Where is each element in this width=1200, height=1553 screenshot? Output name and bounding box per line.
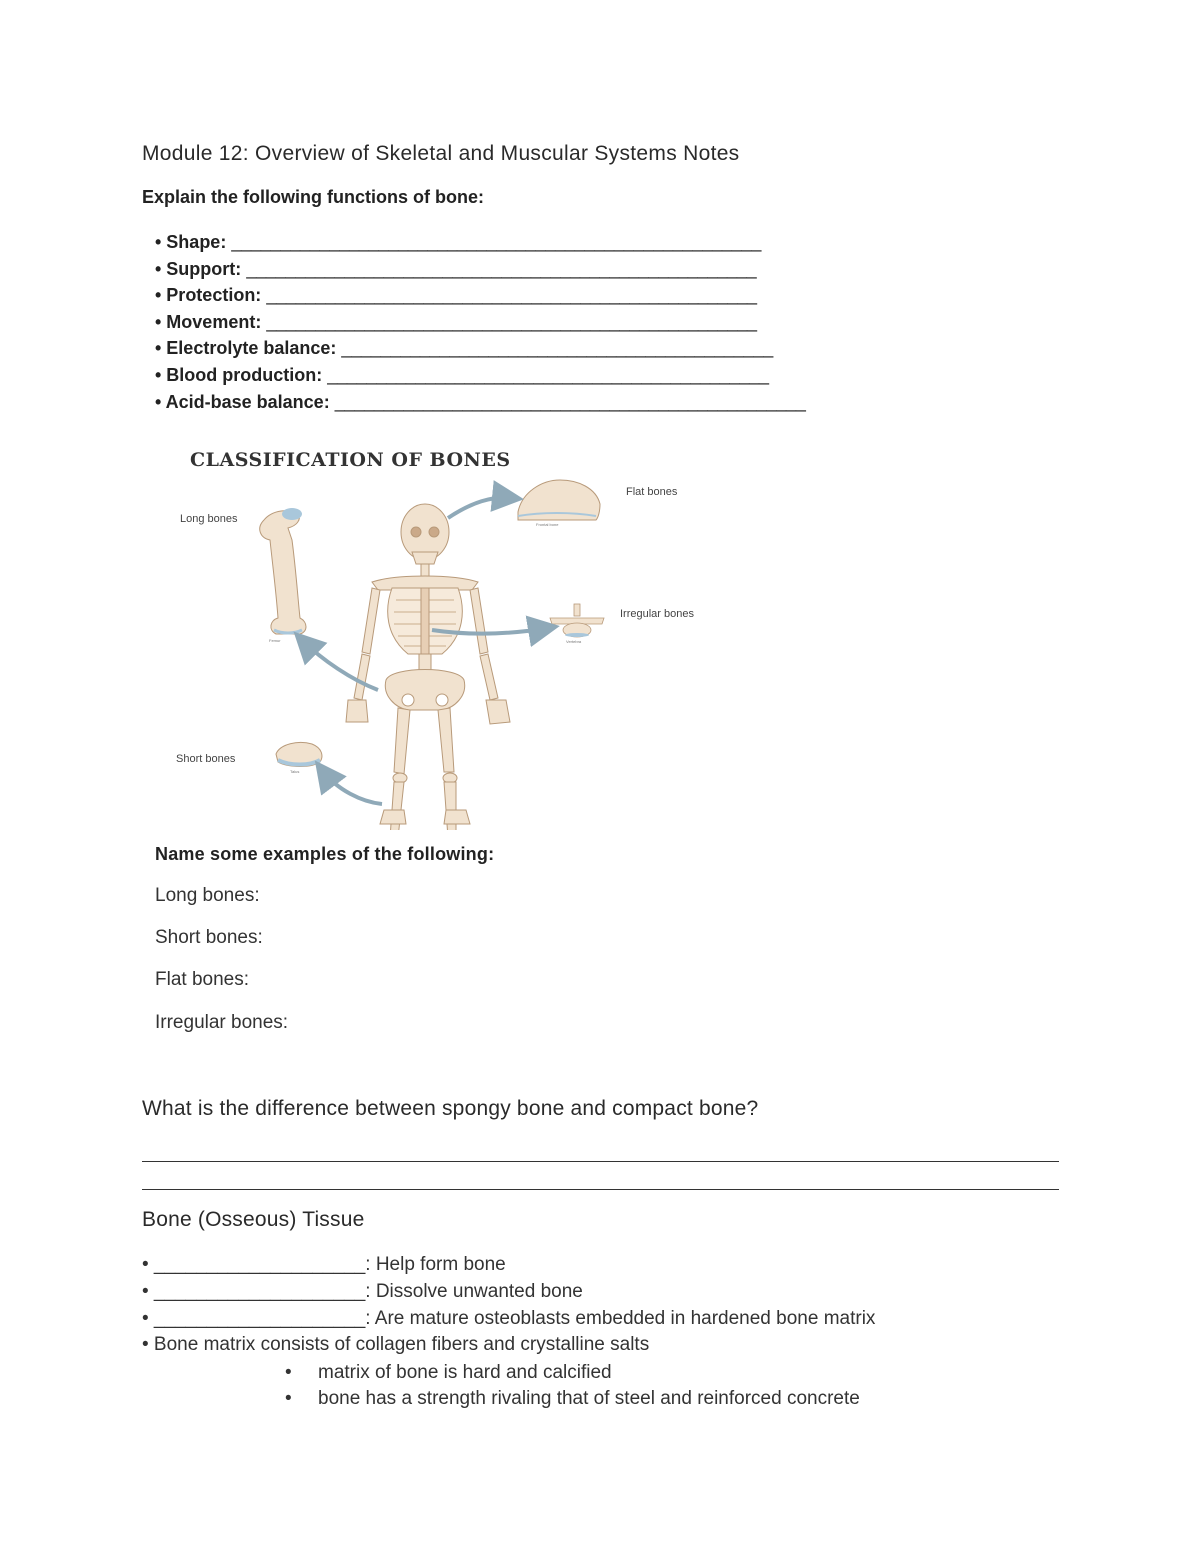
list-item: • ____________________: Help form bone [142, 1254, 506, 1275]
page-title: Module 12: Overview of Skeletal and Muscular Systems Notes [142, 142, 740, 165]
talus-caption: Talus [290, 769, 300, 774]
function-item-shape [155, 229, 806, 256]
femur-caption: Femur [269, 638, 281, 643]
answer-blank[interactable]: ________________________________________________ [334, 391, 806, 412]
arrow-short [322, 770, 382, 804]
bullet: • [285, 1362, 292, 1383]
function-label: • Shape: [155, 232, 227, 252]
flat-bones-label: Flat bones [626, 486, 678, 498]
list-item: • Bone matrix consists of collagen fibers and crystalline salts [142, 1334, 650, 1356]
short-bones-label: Short bones [176, 753, 236, 765]
bone-tissue-list [142, 1252, 875, 1359]
examples-irregular: Irregular bones: [155, 1012, 289, 1033]
function-label: • Support: [155, 258, 242, 279]
spongy-compact-question: What is the difference between spongy bone and compact bone? [142, 1097, 759, 1120]
function-label: • Blood production: [155, 364, 323, 385]
answer-blank[interactable]: ______________________________________________________ [231, 232, 762, 252]
function-label: • Acid-base balance: [155, 391, 330, 412]
frontal-caption: Frontal bone [536, 522, 559, 527]
function-item-support [155, 256, 806, 283]
section-heading: Bone (Osseous) Tissue [142, 1208, 365, 1231]
answer-line-2[interactable] [142, 1189, 1059, 1190]
answer-blank[interactable]: ____________________________________________________ [246, 258, 757, 279]
list-item: • ____________________: Dissolve unwanted bone [142, 1280, 583, 1302]
bullet: • [285, 1388, 292, 1409]
examples-short: Short bones: [155, 927, 263, 948]
function-item-protection [155, 282, 806, 309]
functions-heading: Explain the following functions of bone: [142, 187, 484, 207]
answer-line-1[interactable] [142, 1161, 1059, 1162]
arrow-flat [448, 498, 512, 518]
frontal-bone-illustration [518, 480, 600, 527]
vertebra-illustration [550, 604, 604, 644]
long-bones-label: Long bones [180, 513, 238, 525]
list-item [285, 1360, 860, 1386]
function-label: • Electrolyte balance: [155, 338, 337, 359]
vertebra-caption: Vertebra [566, 639, 582, 644]
bone-matrix-sublist [285, 1360, 860, 1412]
bone-classification-figure [172, 440, 712, 830]
list-item [285, 1386, 860, 1412]
examples-heading: Name some examples of the following: [155, 844, 495, 864]
figure-title: CLASSIFICATION OF BONES [190, 449, 511, 471]
examples-long: Long bones: [155, 885, 260, 906]
function-item-blood [155, 362, 806, 389]
skeleton-illustration [346, 504, 510, 830]
talus-illustration [276, 742, 322, 774]
function-item-movement [155, 309, 806, 336]
function-label: • Protection: [155, 285, 262, 306]
femur-illustration [260, 508, 306, 643]
bone-functions-list [155, 229, 806, 415]
irregular-bones-label: Irregular bones [620, 608, 694, 620]
examples-flat: Flat bones: [155, 969, 249, 990]
list-item: • ____________________: Are mature osteoblasts embedded in hardened bone matrix [142, 1307, 876, 1329]
function-item-electrolyte [155, 335, 806, 362]
skeleton-feet [380, 810, 470, 824]
answer-blank[interactable]: ____________________________________________ [341, 338, 774, 359]
sub-item-text: bone has a strength rivaling that of steel and reinforced concrete [318, 1388, 860, 1409]
answer-blank[interactable]: __________________________________________________ [266, 311, 757, 332]
answer-blank[interactable]: _____________________________________________ [327, 364, 769, 385]
function-item-acid-base [155, 389, 806, 416]
answer-blank[interactable]: __________________________________________________ [266, 285, 757, 306]
function-label: • Movement: [155, 311, 262, 332]
sub-item-text: matrix of bone is hard and calcified [318, 1362, 612, 1383]
